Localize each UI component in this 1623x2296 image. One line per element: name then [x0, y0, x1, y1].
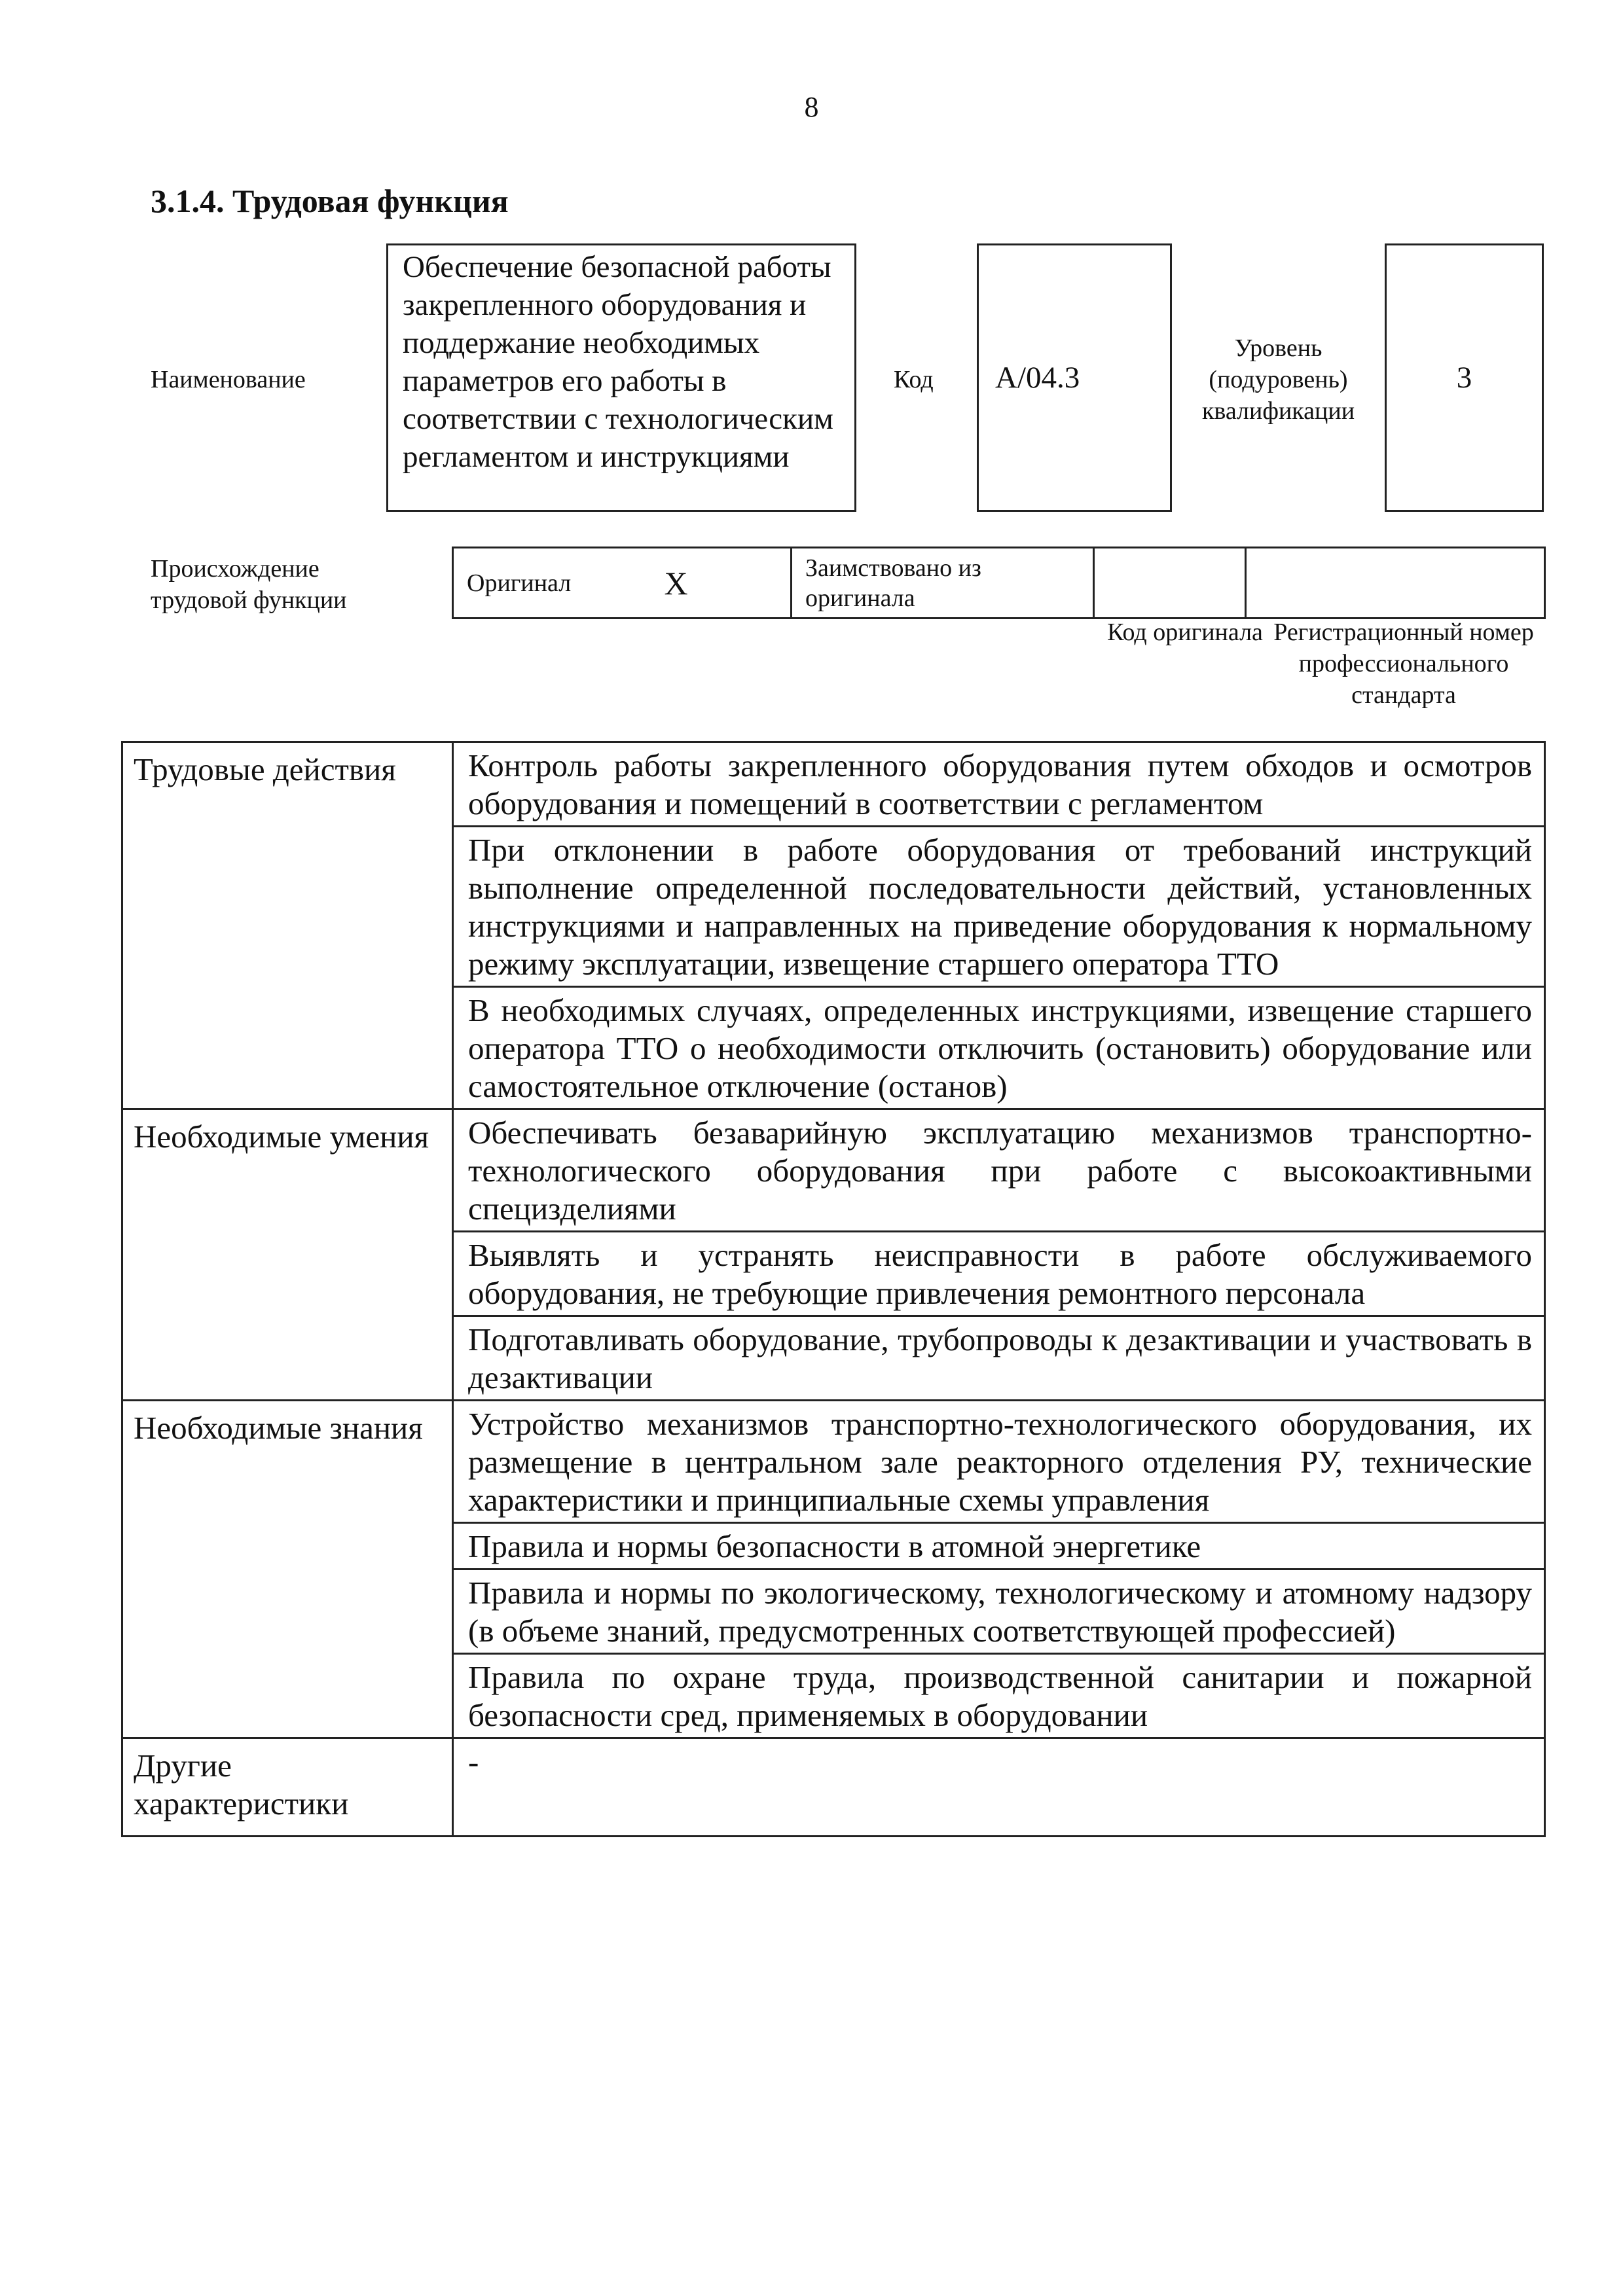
- level-value: 3: [1456, 361, 1472, 395]
- borrowed-label: Заимствовано из оригинала: [792, 548, 1094, 619]
- section-title: 3.1.4. Трудовая функция: [151, 183, 509, 219]
- name-value-box: [386, 243, 856, 512]
- original-mark: X: [619, 548, 792, 619]
- row-label-other: Другие характеристики: [122, 1738, 453, 1837]
- skill-item: Подготавливать оборудование, трубопроводы к дезактивации и участвовать в дезактивации: [453, 1316, 1545, 1401]
- origin-table: [452, 547, 1546, 619]
- knowledge-item: Правила и нормы по экологическому, технологическому и атомному надзору (в объеме знаний, предусмотренных соответствующей профессией): [453, 1570, 1545, 1654]
- skill-item: Обеспечивать безаварийную эксплуатацию механизмов транспортно-технологического оборудования при работе с высокоактивными специзделиями: [453, 1109, 1545, 1232]
- knowledge-item: Устройство механизмов транспортно-технологического оборудования, их размещение в центральном зале реакторного отделения РУ, технические характеристики и принципиальные схемы управления: [453, 1401, 1545, 1523]
- level-label: Уровень (подуровень) квалификации: [1201, 334, 1355, 425]
- original-label: Оригинал: [453, 548, 619, 619]
- row-label-skills: Необходимые умения: [122, 1109, 453, 1401]
- action-item: При отклонении в работе оборудования от требований инструкций выполнение определенной последовательности действий, установленных инструкциями и направленных на приведение оборудования к нормальному режиму эксплуатации, извещение старшего оператора ТТО: [453, 827, 1545, 987]
- original-code-caption: Код оригинала: [1107, 619, 1263, 646]
- knowledge-item: Правила и нормы безопасности в атомной энергетике: [453, 1523, 1545, 1570]
- name-label: Наименование: [151, 366, 306, 393]
- row-label-actions: Трудовые действия: [122, 742, 453, 1109]
- action-item: В необходимых случаях, определенных инструкциями, извещение старшего оператора ТТО о необходимости отключить (остановить) оборудование или самостоятельное отключение (останов): [453, 987, 1545, 1109]
- page-number: 8: [804, 91, 819, 123]
- name-value: Обеспечение безопасной работы закрепленного оборудования и поддержание необходимых параметров его работы в соответствии с технологическим регламентом и инструкциями: [403, 250, 833, 474]
- skill-item: Выявлять и устранять неисправности в работе обслуживаемого оборудования, не требующие привлечения ремонтного персонала: [453, 1232, 1545, 1316]
- labor-function-table: [121, 741, 1546, 1837]
- reg-number-caption: Регистрационный номер профессионального стандарта: [1273, 619, 1534, 709]
- other-item: -: [453, 1738, 1545, 1837]
- origin-label: Происхождение трудовой функции: [151, 555, 347, 614]
- code-value: А/04.3: [995, 361, 1080, 395]
- code-label: Код: [894, 366, 934, 393]
- action-item: Контроль работы закрепленного оборудования путем обходов и осмотров оборудования и помещений в соответствии с регламентом: [453, 742, 1545, 827]
- original-code-cell: [1094, 548, 1246, 619]
- knowledge-item: Правила по охране труда, производственной санитарии и пожарной безопасности сред, применяемых в оборудовании: [453, 1654, 1545, 1738]
- reg-number-cell: [1246, 548, 1545, 619]
- row-label-knowledge: Необходимые знания: [122, 1401, 453, 1738]
